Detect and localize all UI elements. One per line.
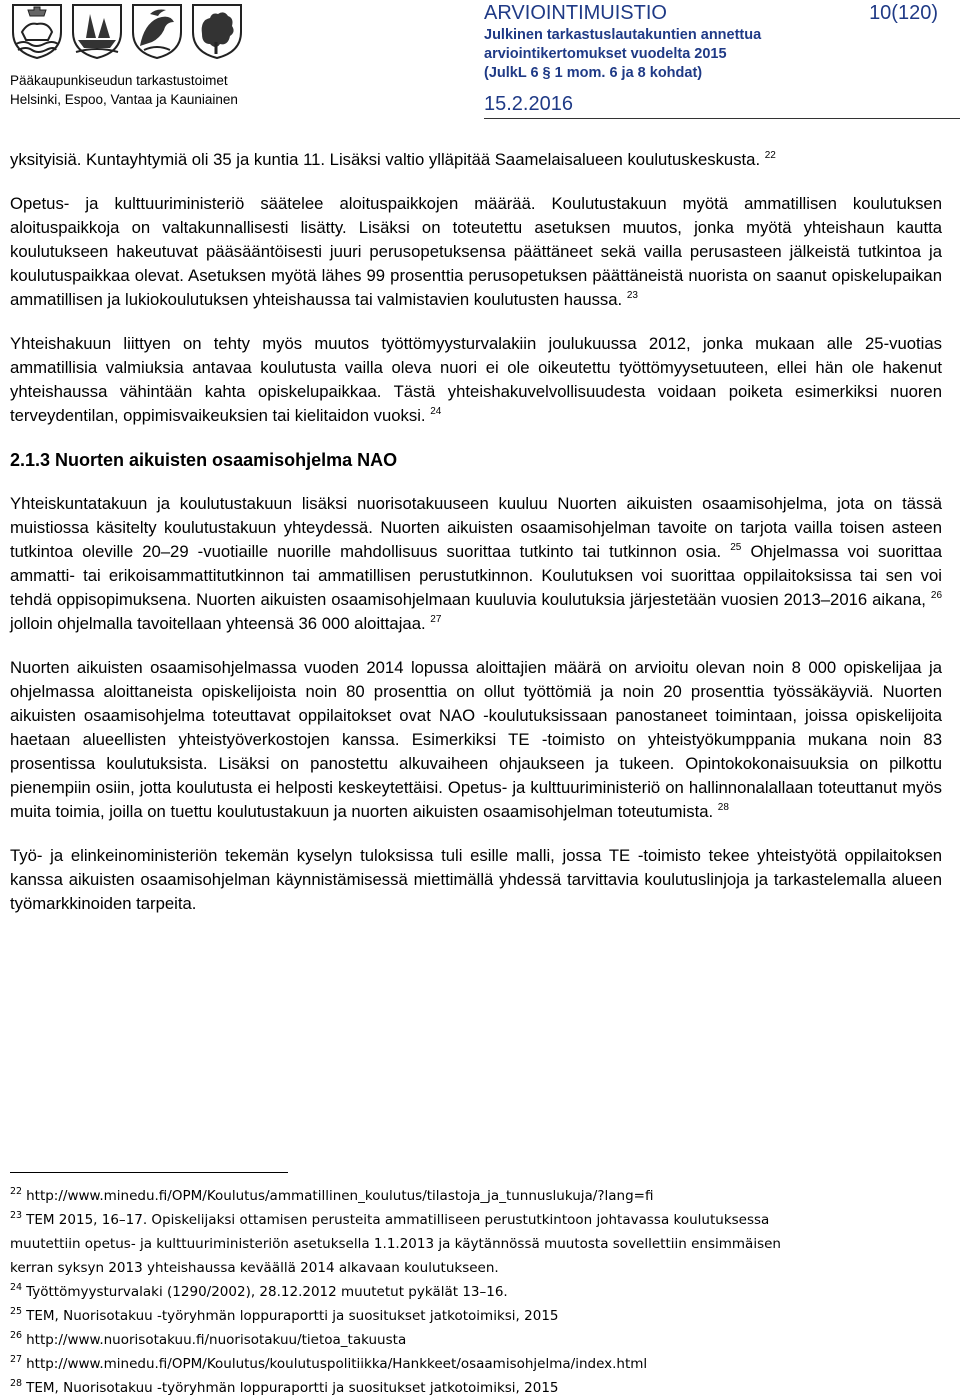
paragraph-2: Opetus- ja kulttuuriministeriö säätelee aloituspaikkojen määrää. Koulutustakuun myötä ammatillisen koulutuksen aloituspaikkoja on valtakunnallisesti lisätty. Lisäksi on toteutettu asetuksen muutos, jonka myötä yhteishaun kautta koulutukseen hakeutuvat pääsääntöisesti juuri perusopetuksensa päättäneet sekä vailla perusasteen jälkeistä tutkintoa ja koulutuspaikkaa olevat. Asetuksen myötä lähes 99 prosenttia perusopetuksen päättäneistä nuorista on saanut opiskelupaikan ammatillisen ja lukiokoulutuksen yhteishaussa tai valmistavien koulutusten haussa. $^{23}$ xyxy=(10,194,942,309)
footnote-continuation: muutettiin opetus- ja kulttuuriministeriön asetuksella 1.1.2013 ja käytännössä muutosta sovellettiin ensimmäisen xyxy=(10,1236,781,1252)
espoo-crest-icon xyxy=(70,2,124,60)
footnote-ref: 28 xyxy=(717,802,729,813)
footnote: $^{26}$ http://www.nuorisotakuu.fi/nuorisotakuu/tietoa_takuusta xyxy=(10,1330,407,1348)
publicity-line-3: (JulkL 6 § 1 mom. 6 ja 8 kohdat) xyxy=(484,65,703,81)
kauniainen-crest-icon xyxy=(190,2,244,60)
paragraph-5: Nuorten aikuisten osaamisohjelmassa vuoden 2014 lopussa aloittajien määrä on arvioitu olevan noin 8 000 opiskelijaa ja ohjelmassa aloittaneista opiskelijoista noin 80 prosenttia on ollut työttömiä ja noin 20 prosenttia työssäkäyviä. Nuorten aikuisten osaamisohjelma toteuttavat oppilaitokset ovat NAO -koulutuksissaan panostaneet toimintaan, joissa opiskelijoita haetaan alueellisten yhteistyöverkostojen kanssa. Esimerkiksi TE -toimisto on yhteistyökumppania mukana noin 83 prosentissa koulutuksista. Lisäksi on panostettu alkuvaiheen ohjaukseen ja tukeen. Opintokokonaisuuksia on pilkottu pienempiin osiin, jotta koulutusta ei helposti keskeytettäisi. Opetus- ja kulttuuriministeriö on hallinnonalallaan toteuttanut myös muita toimia, joilla on tuettu koulutustakuun ja nuorten aikuisten osaamisohjelman toteutumista. $^{28}$ xyxy=(10,658,942,821)
footnote-divider xyxy=(10,1172,288,1173)
publicity-line-2: arviointikertomukset vuodelta 2015 xyxy=(484,46,727,62)
document-date: 15.2.2016 xyxy=(484,93,573,115)
vantaa-crest-icon xyxy=(130,2,184,60)
footnote-ref: 22 xyxy=(764,150,776,161)
footnote: $^{22}$ http://www.minedu.fi/OPM/Koulutus/ammatillinen_koulutus/tilastoja_ja_tunnuslukuja/?lang=fi xyxy=(10,1186,654,1204)
main-text xyxy=(10,148,942,916)
section-heading: 2.1.3 Nuorten aikuisten osaamisohjelma NAO xyxy=(10,450,398,470)
footnote: $^{27}$ http://www.minedu.fi/OPM/Koulutus/koulutuspolitiikka/Hankkeet/osaamisohjelma/index.html xyxy=(10,1354,648,1372)
paragraph-3: Yhteishakuun liittyen on tehty myös muutos työttömyysturvalakiin joulukuussa 2012, jonka mukaan alle 25-vuotias ammatillisia valmiuksia antavaa koulutusta vailla oleva nuori ei ole oikeutettu työttömyysetuuteen, ellei hän ole hakenut yhteishaussa vähintään kahta opiskelupaikkaa. Tästä yhteishakuvelvollisuudesta voidaan poiketa esimerkiksi nuoren terveydentilan, oppimisvaikeuksien tai kielitaidon vuoksi. $^{24}$ xyxy=(10,334,942,425)
footnote-ref: 26 xyxy=(930,590,943,601)
page-number: 10(120) xyxy=(869,2,938,24)
footnote-continuation: kerran syksyn 2013 yhteishaussa keväällä 2014 alkavaan koulutukseen. xyxy=(10,1260,499,1276)
paragraph-4: Yhteiskuntatakuun ja koulutustakuun lisäksi nuorisotakuuseen kuuluu Nuorten aikuisten osaamisohjelma, jota on tässä muistiossa käsitelty koulutustakuun yhteydessä. Nuorten aikuisten osaamisohjelman tavoite on tarjota vailla toisen asteen tutkintoa oleville 20–29 -vuotiaille nuorille mahdollisuus suorittaa tutkinto tai tutkinnon osia. $^{25}$ Ohjelmassa voi suorittaa ammatti- tai erikoisammattitutkinnon tai ammatillisen perustutkinnon. Koulutuksen voi suorittaa oppilaitoksissa tai sen voi tehdä oppisopimuksena. Nuorten aikuisten osaamisohjelmaan kuuluvia koulutuksia järjestetään vuosien 2013–2016 aikana, $^{26}$ jolloin ohjelmalla tavoitellaan yhteensä 36 000 aloittajaa. $^{27}$ xyxy=(10,494,943,633)
footnote: $^{23}$ TEM 2015, 16–17. Opiskelijaksi ottamisen perusteita ammatilliseen perustutkintoon johtavassa koulutuksessa xyxy=(10,1210,770,1228)
footnote-ref: 27 xyxy=(430,614,442,625)
footnote-ref: 23 xyxy=(626,290,638,301)
footnote: $^{24}$ Työttömyysturvalaki (1290/2002), 28.12.2012 muutetut pykälät 13–16. xyxy=(10,1282,508,1300)
paragraph-6: Työ- ja elinkeinoministeriön tekemän kyselyn tuloksissa tuli esille malli, jossa TE -toimisto tekee yhteistyötä oppilaitoksen kanssa aikuisten osaamisohjelman käynnistämisessä miettimällä yhdessä tarvittavia koulutuslinjoja ja tarkastelemalla alueen työmarkkinoiden tarpeita. xyxy=(10,846,942,913)
municipal-crests xyxy=(10,2,244,60)
footnote-ref: 24 xyxy=(430,406,442,417)
org-name: Pääkaupunkiseudun tarkastustoimet xyxy=(10,73,228,88)
footnote-ref: 25 xyxy=(730,542,742,553)
paragraph-1: yksityisiä. Kuntayhtymiä oli 35 ja kuntia 11. Lisäksi valtio ylläpitää Saamelaisalueen koulutuskeskusta. $^{22}$ xyxy=(10,150,776,169)
helsinki-crest-icon xyxy=(10,2,64,60)
org-cities: Helsinki, Espoo, Vantaa ja Kauniainen xyxy=(10,92,238,107)
header-divider xyxy=(484,118,960,119)
footnote: $^{28}$ TEM, Nuorisotakuu -työryhmän loppuraportti ja suositukset jatkotoimiksi, 2015 xyxy=(10,1378,559,1396)
footnotes xyxy=(10,1184,930,1400)
publicity-line-1: Julkinen tarkastuslautakuntien annettua xyxy=(484,27,762,43)
document-type: ARVIOINTIMUISTIO xyxy=(484,2,667,24)
footnote: $^{25}$ TEM, Nuorisotakuu -työryhmän loppuraportti ja suositukset jatkotoimiksi, 2015 xyxy=(10,1306,559,1324)
